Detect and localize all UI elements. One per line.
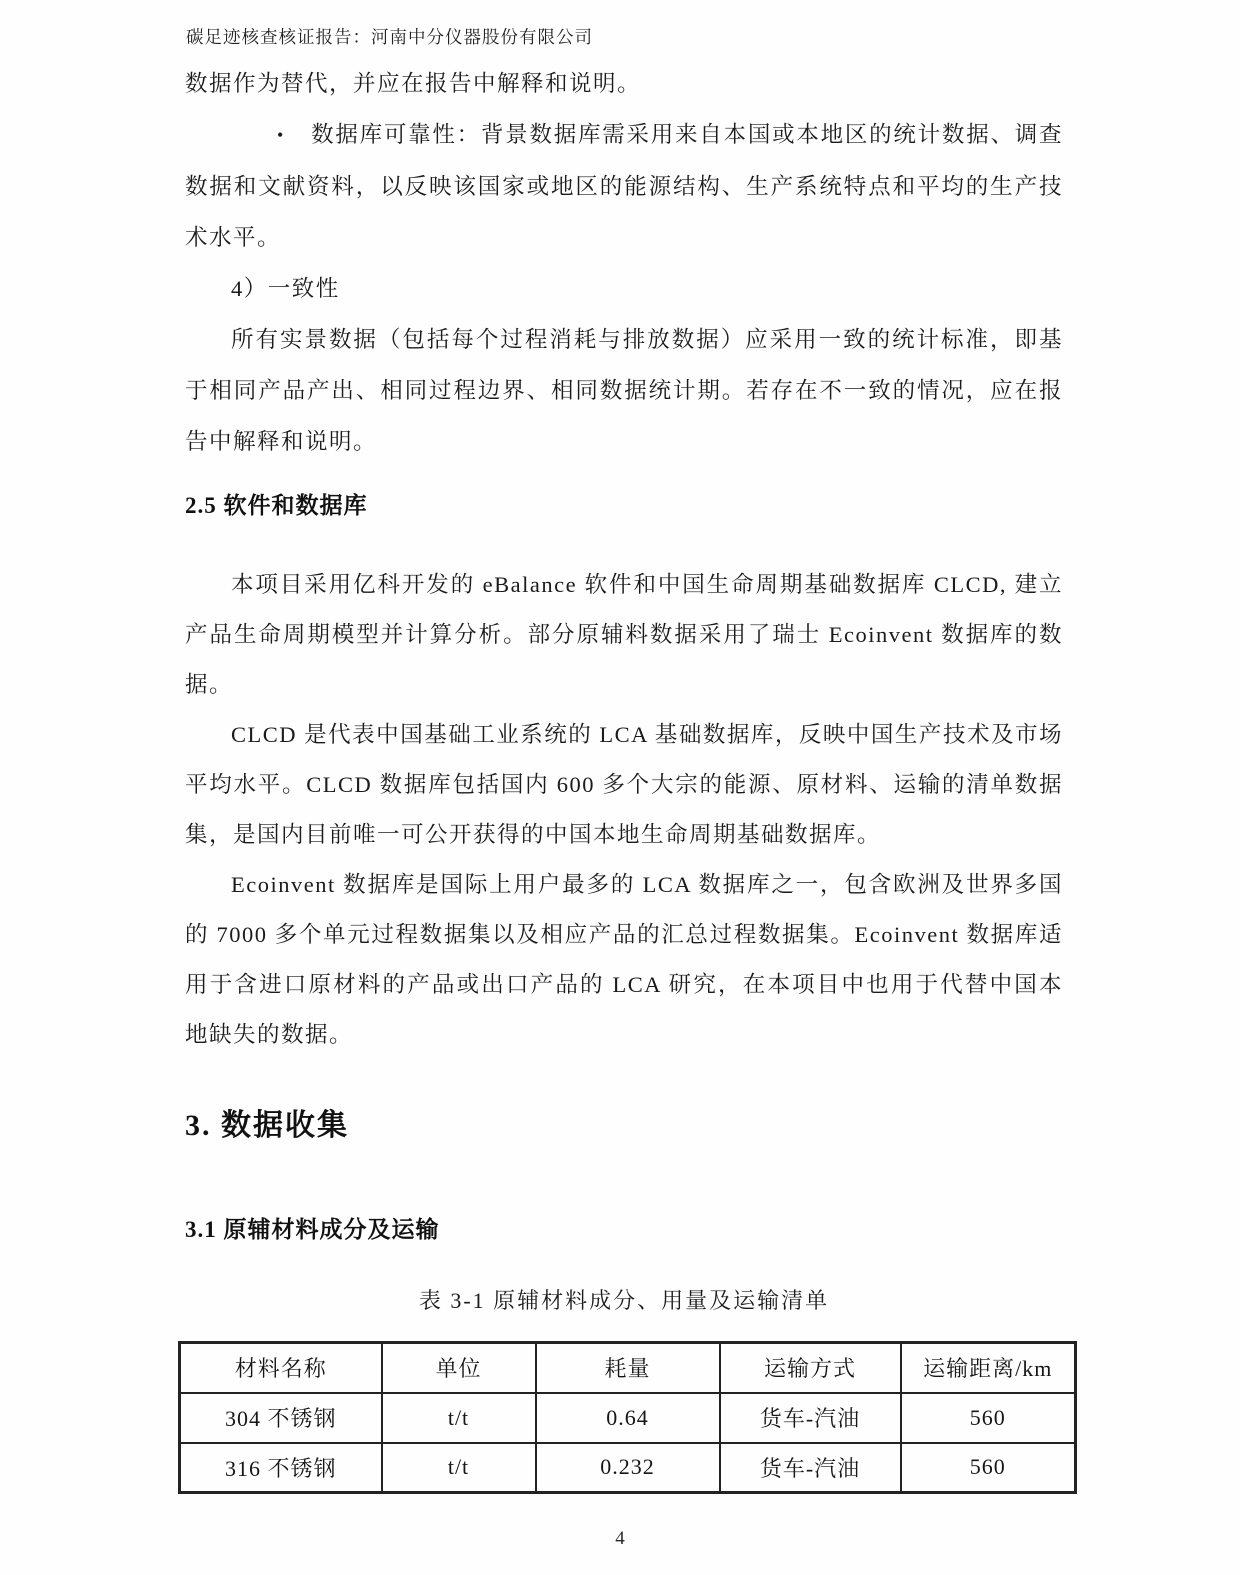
section-heading-3: 3. 数据收集	[185, 1109, 349, 1142]
table-row	[180, 1443, 1076, 1493]
cell-material: 316 不锈钢	[180, 1443, 382, 1493]
bullet-paragraph	[185, 109, 1063, 263]
table-caption: 表 3-1 原辅材料成分、用量及运输清单	[418, 1288, 830, 1313]
bullet-icon: •	[277, 125, 285, 145]
paragraph-ecoinvent: Ecoinvent 数据库是国际上用户最多的 LCA 数据库之一，包含欧洲及世界多国的 7000 多个单元过程数据集以及相应产品的汇总过程数据集。Ecoinvent 数据库适用于含进口原材料的产品或出口产品的 LCA 研究，在本项目中也用于代替中国本地缺失的数据。	[185, 872, 1063, 1047]
cell-consumption: 0.64	[536, 1393, 720, 1443]
column-header-transport-distance: 运输距离/km	[901, 1343, 1076, 1393]
cell-unit: t/t	[382, 1443, 536, 1493]
column-header-transport-mode: 运输方式	[720, 1343, 901, 1393]
cell-consumption: 0.232	[536, 1443, 720, 1493]
body-text-block-2	[185, 560, 1063, 1060]
paragraph-consistency-label: 4）一致性	[231, 276, 340, 301]
paragraph-consistency: 所有实景数据（包括每个过程消耗与排放数据）应采用一致的统计标准，即基于相同产品产出、相同过程边界、相同数据统计期。若存在不一致的情况，应在报告中解释和说明。	[185, 327, 1063, 454]
paragraph-clcd: CLCD 是代表中国基础工业系统的 LCA 基础数据库，反映中国生产技术及市场平均水平。CLCD 数据库包括国内 600 多个大宗的能源、原材料、运输的清单数据集，是国内目前唯一可公开获得的中国本地生命周期基础数据库。	[185, 722, 1063, 847]
cell-unit: t/t	[382, 1393, 536, 1443]
paragraph-software: 本项目采用亿科开发的 eBalance 软件和中国生命周期基础数据库 CLCD, 建立产品生命周期模型并计算分析。部分原辅料数据采用了瑞士 Ecoinvent 数据库的数据。	[185, 572, 1063, 697]
table-header-row	[180, 1343, 1076, 1393]
running-header: 碳足迹核查核证报告：河南中分仪器股份有限公司	[186, 27, 593, 47]
page-number: 4	[615, 1528, 625, 1549]
cell-transport-distance: 560	[901, 1443, 1076, 1493]
column-header-material: 材料名称	[180, 1343, 382, 1393]
column-header-consumption: 耗量	[536, 1343, 720, 1393]
cell-transport-distance: 560	[901, 1393, 1076, 1443]
table-row	[180, 1393, 1076, 1443]
cell-transport-mode: 货车-汽油	[720, 1393, 901, 1443]
cell-transport-mode: 货车-汽油	[720, 1443, 901, 1493]
column-header-unit: 单位	[382, 1343, 536, 1393]
body-text-block-1	[185, 58, 1063, 467]
section-heading-2-5: 2.5 软件和数据库	[185, 493, 368, 518]
paragraph-continuation: 数据作为替代，并应在报告中解释和说明。	[185, 71, 642, 96]
section-heading-3-1: 3.1 原辅材料成分及运输	[185, 1217, 440, 1242]
cell-material: 304 不锈钢	[180, 1393, 382, 1443]
bullet-text: 数据库可靠性：背景数据库需采用来自本国或本地区的统计数据、调查数据和文献资料，以反映该国家或地区的能源结构、生产系统特点和平均的生产技术水平。	[185, 122, 1063, 250]
materials-table	[178, 1341, 1077, 1494]
